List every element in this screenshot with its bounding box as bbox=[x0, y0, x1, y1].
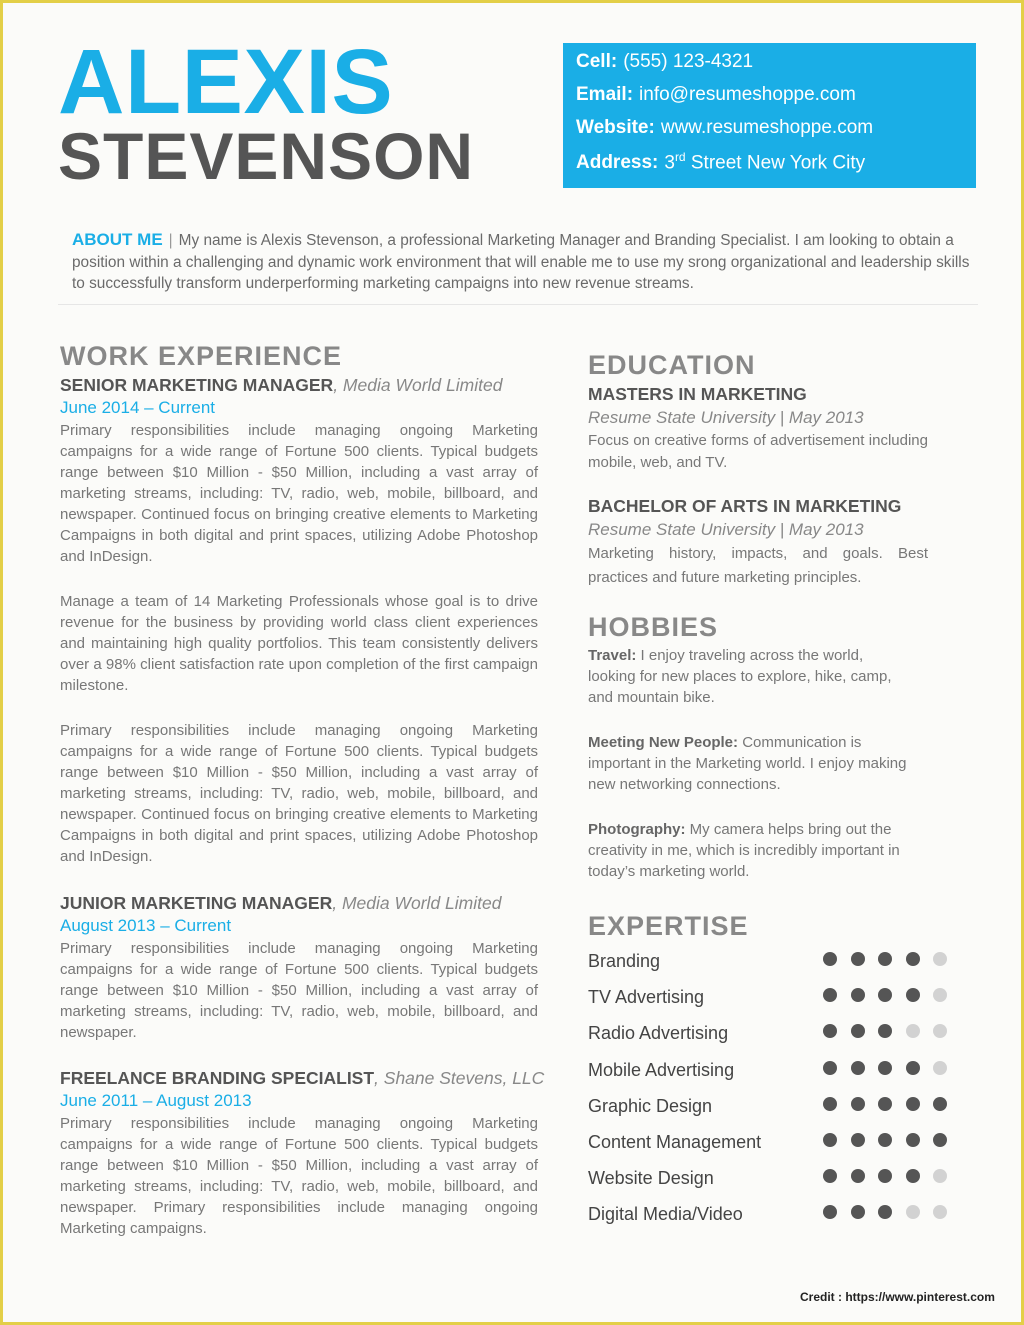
hobby-text: My camera helps bring out the creativity in me, which is incredibly important in today’s marketing world. bbox=[588, 821, 900, 880]
cell-label: Cell: bbox=[576, 51, 618, 72]
job-dates: June 2014 – Current bbox=[60, 398, 215, 417]
skill-name: Content Management bbox=[588, 1132, 762, 1152]
about-section bbox=[72, 229, 972, 295]
rating-dot-filled bbox=[851, 952, 865, 966]
education-bachelor bbox=[588, 495, 928, 590]
skill-name: Graphic Design bbox=[588, 1095, 713, 1116]
job-paragraph: Primary responsibilities include managing ongoing Marketing campaigns for a wide range of Fortune 500 clients. Typical budgets range between $10 Million - $50 Million, including a vast array of marketing streams, including: TV, radio, web, mobile, billboard, and newspaper. Primary responsibilities include managing ongoing Marketing campaigns. bbox=[60, 1115, 538, 1237]
rating-dot-empty bbox=[933, 952, 947, 966]
job-paragraph: Primary responsibilities include managing ongoing Marketing campaigns for a wide range of Fortune 500 clients. Typical budgets range between $10 Million - $50 Million, including a vast array of marketing streams, including: TV, radio, web, mobile, billboard, and newspaper. bbox=[60, 940, 538, 1041]
address-num: 3 bbox=[664, 152, 675, 174]
contact-cell bbox=[576, 51, 753, 73]
rating-dot-filled bbox=[823, 1061, 837, 1075]
degree-school: Resume State University | May 2013 bbox=[588, 520, 864, 539]
rating-dot-filled bbox=[851, 1024, 865, 1038]
job-dates: August 2013 – Current bbox=[60, 916, 232, 935]
rating-dot-filled bbox=[851, 1097, 865, 1111]
rating-dot-filled bbox=[823, 952, 837, 966]
degree-title: MASTERS IN MARKETING bbox=[588, 384, 807, 404]
hobby-label: Travel: bbox=[588, 647, 637, 664]
rating-dot-filled bbox=[851, 988, 865, 1002]
rating-dot-filled bbox=[851, 1133, 865, 1147]
skill-name: Digital Media/Video bbox=[588, 1204, 743, 1225]
job-paragraph: Manage a team of 14 Marketing Professionals whose goal is to drive revenue for the business by providing world class client experiences and maintaining high quality portfolios. This team consistently delivers over a 98% client satisfaction rate upon completion of the first campaign milestone. bbox=[60, 593, 538, 694]
rating-dot-filled bbox=[823, 988, 837, 1002]
job-title-text: JUNIOR MARKETING MANAGER bbox=[60, 893, 333, 913]
contact-website bbox=[576, 117, 873, 139]
rating-dot-filled bbox=[906, 1169, 920, 1183]
rating-dot-empty bbox=[933, 1205, 947, 1219]
hobby-travel bbox=[588, 645, 908, 708]
rating-dot-filled bbox=[878, 952, 892, 966]
hobby-text: I enjoy traveling across the world, looking for new places to explore, hike, camp, and mountain bike. bbox=[588, 647, 892, 706]
rating-dot-filled bbox=[933, 1097, 947, 1111]
rating-dot-filled bbox=[851, 1169, 865, 1183]
divider bbox=[58, 304, 978, 305]
education-masters bbox=[588, 383, 928, 474]
email-value[interactable]: info@resumeshoppe.com bbox=[639, 84, 856, 105]
rating-dot-empty bbox=[906, 1205, 920, 1219]
hobby-label: Photography: bbox=[588, 821, 686, 838]
skill-name: Radio Advertising bbox=[588, 1023, 729, 1044]
credit-text: Credit : https://www.pinterest.com bbox=[800, 1290, 995, 1304]
rating-dot-filled bbox=[906, 1133, 920, 1147]
degree-school: Resume State University | May 2013 bbox=[588, 408, 864, 427]
contact-box bbox=[563, 43, 976, 188]
rating-dot-filled bbox=[933, 1133, 947, 1147]
job-company: , Media World Limited bbox=[333, 375, 503, 395]
rating-dot-filled bbox=[823, 1169, 837, 1183]
rating-dot-filled bbox=[878, 1133, 892, 1147]
job-title bbox=[60, 892, 538, 914]
contact-address bbox=[576, 150, 865, 174]
rating-dot-empty bbox=[933, 1169, 947, 1183]
job-paragraph: Primary responsibilities include managing ongoing Marketing campaigns for a wide range of Fortune 500 clients. Typical budgets range between $10 Million - $50 Million, including a vast array of marketing streams, including: TV, radio, web, mobile, billboard, and newspaper. Continued focus on bringing creative elements to Marketing Campaigns in both digital and print spaces, utilizing Adobe Photoshop and InDesign. bbox=[60, 422, 538, 565]
rating-dot-empty bbox=[933, 1024, 947, 1038]
work-heading: WORK EXPERIENCE bbox=[60, 341, 343, 371]
rating-dot-filled bbox=[878, 1024, 892, 1038]
job-dates: June 2011 – August 2013 bbox=[60, 1091, 252, 1110]
hobby-text: Communication is important in the Marketing world. I enjoy making new networking connections. bbox=[588, 734, 907, 793]
email-label: Email: bbox=[576, 84, 634, 105]
address-rest: Street New York City bbox=[685, 152, 866, 174]
degree-title: BACHELOR OF ARTS IN MARKETING bbox=[588, 496, 902, 516]
skill-rating bbox=[823, 952, 953, 966]
contact-email bbox=[576, 84, 856, 106]
job-title-text: FREELANCE BRANDING SPECIALIST bbox=[60, 1068, 375, 1088]
degree-description: Marketing history, impacts, and goals. Best practices and future marketing principles. bbox=[588, 545, 928, 586]
skill-rating bbox=[823, 988, 953, 1002]
rating-dot-filled bbox=[906, 988, 920, 1002]
job-freelance bbox=[60, 1067, 545, 1239]
rating-dot-filled bbox=[878, 988, 892, 1002]
education-heading: EDUCATION bbox=[588, 350, 756, 380]
cell-value: (555) 123-4321 bbox=[623, 51, 754, 72]
skill-name: Website Design bbox=[588, 1168, 714, 1189]
rating-dot-filled bbox=[823, 1024, 837, 1038]
hobby-meeting-people bbox=[588, 732, 908, 795]
rating-dot-filled bbox=[878, 1097, 892, 1111]
skill-name: Mobile Advertising bbox=[588, 1059, 735, 1080]
skill-name: Branding bbox=[588, 951, 661, 971]
rating-dot-filled bbox=[878, 1061, 892, 1075]
skill-rating bbox=[823, 1169, 953, 1183]
rating-dot-filled bbox=[906, 1061, 920, 1075]
rating-dot-filled bbox=[878, 1205, 892, 1219]
skill-rating bbox=[823, 1024, 953, 1038]
address-label: Address: bbox=[576, 152, 659, 174]
rating-dot-empty bbox=[906, 1024, 920, 1038]
degree-description: Focus on creative forms of advertisement including mobile, web, and TV. bbox=[588, 432, 928, 471]
job-title bbox=[60, 1067, 545, 1089]
skill-rating bbox=[823, 1097, 953, 1111]
hobby-photography bbox=[588, 819, 908, 882]
job-company: , Media World Limited bbox=[332, 893, 502, 913]
address-sup: rd bbox=[674, 150, 686, 164]
job-title bbox=[60, 374, 538, 396]
last-name: STEVENSON bbox=[58, 119, 475, 193]
rating-dot-filled bbox=[851, 1061, 865, 1075]
about-label: ABOUT ME bbox=[72, 230, 163, 249]
about-text: My name is Alexis Stevenson, a professional Marketing Manager and Branding Specialist. I am looking to obtain a position within a challenging and dynamic work environment that will enable me to use my srong organizational and leadership skills to successfully transform underperforming marketing campaigns into new revenue streams. bbox=[72, 232, 970, 292]
job-company: , Shane Stevens, LLC bbox=[374, 1068, 545, 1088]
job-junior bbox=[60, 892, 538, 1043]
job-title-text: SENIOR MARKETING MANAGER bbox=[60, 375, 334, 395]
rating-dot-empty bbox=[933, 988, 947, 1002]
rating-dot-filled bbox=[906, 1097, 920, 1111]
rating-dot-filled bbox=[823, 1097, 837, 1111]
job-senior bbox=[60, 374, 538, 867]
first-name: ALEXIS bbox=[58, 31, 394, 133]
rating-dot-filled bbox=[823, 1133, 837, 1147]
rating-dot-filled bbox=[851, 1205, 865, 1219]
skill-rating bbox=[823, 1061, 953, 1075]
about-separator: | bbox=[168, 232, 173, 249]
website-label: Website: bbox=[576, 117, 655, 138]
hobby-label: Meeting New People: bbox=[588, 734, 739, 751]
skill-rating bbox=[823, 1205, 953, 1219]
skill-rating bbox=[823, 1133, 953, 1147]
rating-dot-empty bbox=[933, 1061, 947, 1075]
rating-dot-filled bbox=[878, 1169, 892, 1183]
rating-dot-filled bbox=[823, 1205, 837, 1219]
job-paragraph: Primary responsibilities include managing ongoing Marketing campaigns for a wide range of Fortune 500 clients. Typical budgets range between $10 Million - $50 Million, including a vast array of marketing streams, including: TV, radio, web, mobile, billboard, and newspaper. Continued focus on bringing creative elements to Marketing Campaigns in both digital and print spaces, utilizing Adobe Photoshop and InDesign. bbox=[60, 722, 538, 865]
website-value[interactable]: www.resumeshoppe.com bbox=[660, 117, 874, 138]
rating-dot-filled bbox=[906, 952, 920, 966]
expertise-heading: EXPERTISE bbox=[588, 911, 749, 941]
hobbies-heading: HOBBIES bbox=[588, 612, 719, 642]
skill-name: TV Advertising bbox=[588, 987, 705, 1008]
